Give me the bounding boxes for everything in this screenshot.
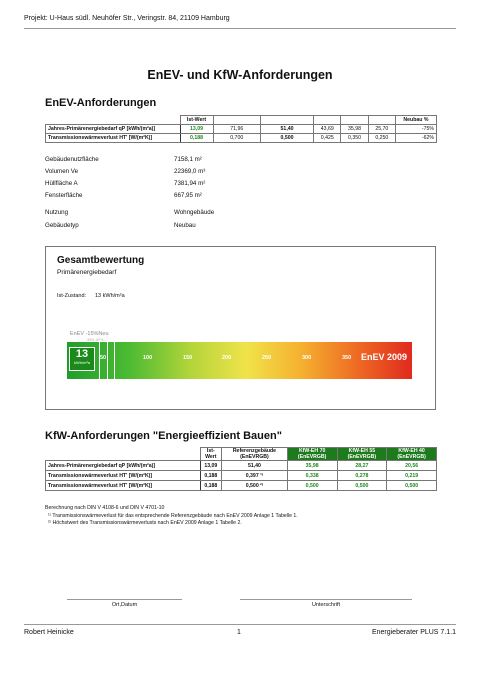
cell: 51,40: [260, 125, 313, 134]
kfw-col-empty: [46, 448, 201, 461]
cell: 0,219: [387, 471, 437, 481]
ist-zustand-label: Ist-Zustand:: [57, 293, 87, 299]
signature-line-left: [67, 599, 182, 600]
signature-place-date: Ort,Datum: [111, 602, 138, 608]
cell: 51,40: [222, 461, 288, 471]
prop-label: Hüllfläche A: [45, 180, 78, 187]
cell: 0,278: [337, 471, 387, 481]
prop-label: Gebäudenutzfläche: [45, 156, 99, 163]
enev-col-neubau-pct: Neubau %: [395, 116, 436, 125]
gesamt-subheading: Primärenergiebedarf: [57, 269, 117, 276]
enev-col-altbau: mod. Altbau: [213, 116, 260, 125]
gesamt-heading: Gesamtbewertung: [57, 255, 145, 266]
marker-label: EnEV -15%Neu: [70, 331, 109, 337]
prop-value: 22369,0 m³: [174, 168, 206, 175]
note-line: Berechnung nach DIN V 4108-6 und DIN V 4701-10: [45, 505, 165, 511]
scale-label: EnEV 2009: [361, 352, 408, 362]
signature-line-right: [240, 599, 412, 600]
kfw-col-40: KfW-EH 40 (EnEVRGB): [387, 448, 437, 461]
value-badge: [69, 347, 95, 371]
kfw-table: [45, 447, 437, 491]
signature-label: Unterschrift: [311, 602, 341, 608]
header-divider: [24, 28, 456, 29]
table-row: [46, 481, 437, 491]
cell: 0,500: [387, 481, 437, 491]
table-row: [46, 471, 437, 481]
cell: 0,250: [368, 134, 395, 143]
enev-table: [45, 115, 437, 143]
cell: 0,350: [341, 134, 368, 143]
prop-label: Gebäudetyp: [45, 222, 79, 229]
scale-tick: 150: [183, 355, 193, 361]
table-row: [46, 134, 437, 143]
cell: -75%: [395, 125, 436, 134]
footer-divider: [24, 624, 456, 625]
table-row: [46, 461, 437, 471]
cell: 35,98: [287, 461, 337, 471]
scale-tick: 200: [222, 355, 232, 361]
enev-col-ist: Ist-Wert: [180, 116, 213, 125]
cell: 0,425: [314, 134, 341, 143]
kfw-col-55: KfW-EH 55 (EnEVRGB): [337, 448, 387, 461]
scale-tick: 250: [262, 355, 272, 361]
scale-tick: 300: [302, 355, 312, 361]
badge-unit: kWh/m²a: [74, 360, 90, 365]
building-properties: [45, 156, 345, 236]
prop-label: Fensterfläche: [45, 192, 83, 199]
row-label: Transmissionswärmeverlust HT' [W/(m²K)]: [46, 481, 201, 491]
page-title: EnEV- und KfW-Anforderungen: [147, 68, 333, 82]
cell: 25,70: [368, 125, 395, 134]
cell: 13,09: [180, 125, 213, 134]
scale-marker-line: [107, 340, 108, 379]
prop-label: Nutzung: [45, 209, 69, 216]
cell: 0,500: [287, 481, 337, 491]
enev-col-30: - 30 %: [341, 116, 368, 125]
cell: 0,188: [200, 481, 222, 491]
enev-heading: EnEV-Anforderungen: [45, 97, 157, 109]
cell: 0,188: [180, 134, 213, 143]
enev-col-neubau: EnEV-Neubau: [260, 116, 313, 125]
cell: 0,500: [260, 134, 313, 143]
kfw-col-ist: Ist-Wert: [200, 448, 222, 461]
cell: 0,500: [337, 481, 387, 491]
project-header: Projekt: U-Haus südl. Neuhöfer Str., Veringstr. 84, 21109 Hamburg: [24, 15, 230, 22]
cell: 71,96: [213, 125, 260, 134]
cell: 20,56: [387, 461, 437, 471]
cell: 0,188: [200, 471, 222, 481]
cell: 0,700: [213, 134, 260, 143]
cell: 13,09: [200, 461, 222, 471]
prop-value: 667,95 m²: [174, 192, 202, 199]
prop-value: Neubau: [174, 222, 196, 229]
marker-sub: -30% -50% ...: [86, 338, 108, 342]
prop-value: 7381,94 m²: [174, 180, 206, 187]
cell: -62%: [395, 134, 436, 143]
note-line: ²⁾ Höchstwert des Transmissionswärmeverlusts nach EnEV 2009 Anlage 1 Tabelle 2.: [48, 520, 242, 526]
note-line: ¹⁾ Transmissionswärmeverlust für das entsprechende Referenzgebäude nach EnEV 2009 Anlage 1 Tabelle 1.: [48, 513, 298, 519]
scale-tick: 50: [100, 355, 107, 361]
enev-col-50: - 50 %: [368, 116, 395, 125]
badge-value: 13: [75, 348, 89, 360]
row-label: Transmissionswärmeverlust HT' [W/(m²K)]: [46, 471, 201, 481]
cell: 0,500 ²⁾: [222, 481, 288, 491]
footer-software: Energieberater PLUS 7.1.1: [371, 629, 456, 636]
cell: 0,338: [287, 471, 337, 481]
ist-zustand-value: 13 kWh/m²a: [95, 293, 125, 299]
row-label: Jahres-Primärenergiebedarf qP [kWh/(m²a)]: [46, 125, 181, 134]
kfw-col-ref: Referenzgebäude (EnEVRGB): [222, 448, 288, 461]
cell: 0,397 ¹⁾: [222, 471, 288, 481]
row-label: Transmissionswärmeverlust HT' [W/(m²K)]: [46, 134, 181, 143]
prop-value: 7158,1 m²: [174, 156, 202, 163]
cell: 28,27: [337, 461, 387, 471]
footer-author: Robert Heinicke: [24, 629, 74, 636]
scale-tick: 100: [143, 355, 153, 361]
prop-label: Volumen Ve: [45, 168, 79, 175]
scale-marker-line: [114, 340, 115, 379]
kfw-col-70: KfW-EH 70 (EnEVRGB): [287, 448, 337, 461]
cell: 43,69: [314, 125, 341, 134]
footer-page: 1: [237, 629, 241, 636]
enev-col-empty: [46, 116, 181, 125]
prop-value: Wohngebäude: [174, 209, 215, 216]
enev-col-15: - 15 %: [314, 116, 341, 125]
kfw-heading: KfW-Anforderungen "Energieeffizient Bauen": [45, 430, 282, 442]
table-row: [46, 125, 437, 134]
scale-tick: 350: [342, 355, 352, 361]
cell: 35,98: [341, 125, 368, 134]
row-label: Jahres-Primärenergiebedarf qP [kWh/(m²a)]: [46, 461, 201, 471]
